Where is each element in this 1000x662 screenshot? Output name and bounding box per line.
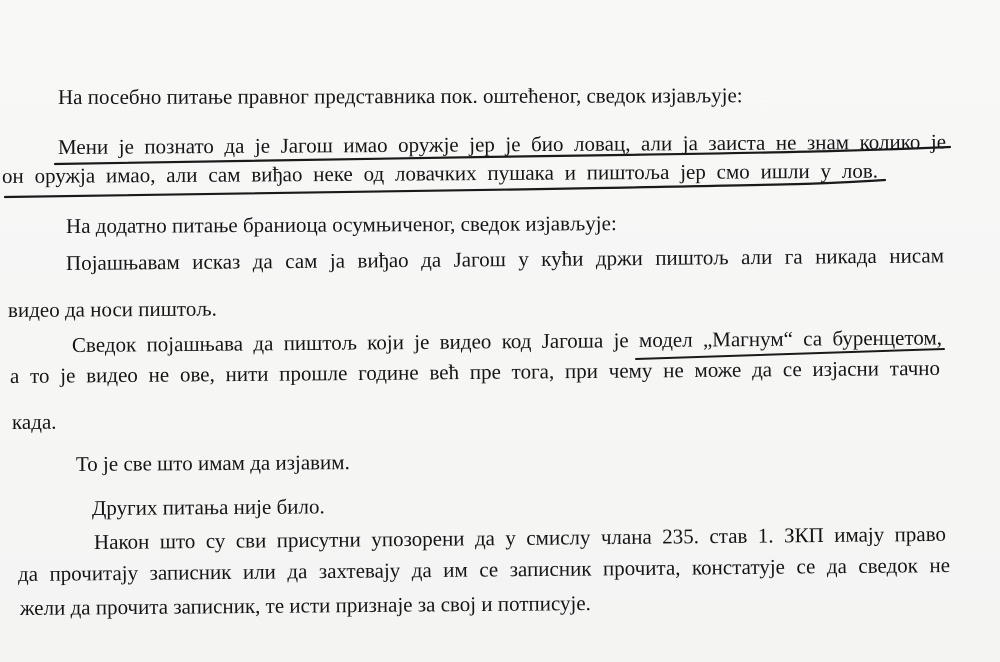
doc-line-7: Сведок појашњава да пиштољ који је видео код Јагоша је модел „Магнум“ са буренцетом, xyxy=(71,325,943,357)
doc-line-1: На посебно питање правног представника пок. оштећеног, сведок изјављује: xyxy=(57,83,743,109)
doc-line-3: он оружја имао, али сам виђао неке од ловачких пушака и пиштоља јер смо ишли у лов. xyxy=(1,158,879,188)
doc-line-12: Након што су сви присутни упозорени да у смислу члана 235. став 1. ЗКП имају право xyxy=(93,521,947,554)
doc-line-10: То је све што имам да изјавим. xyxy=(75,450,350,476)
doc-line-14: жели да прочита записник, те исти признаје за свој и потписује. xyxy=(19,591,591,620)
doc-line-2: Мени је познато да је Јагош имао оружје јер је био ловац, али ја заиста не знам колико је xyxy=(57,129,947,159)
doc-line-5: Појашњавам исказ да сам ја виђао да Јагош у кући држи пиштољ али га никада нисам xyxy=(65,243,945,275)
doc-line-9: када. xyxy=(11,409,57,434)
doc-line-6: видео да носи пиштољ. xyxy=(7,296,217,322)
doc-line-13: да прочитају записник или да захтевају да им се записник прочита, констатује се да сведок не xyxy=(17,553,951,586)
doc-line-4: На додатно питање браниоца осумњиченог, сведок изјављује: xyxy=(65,211,617,238)
doc-line-11: Других питања није било. xyxy=(91,494,325,520)
doc-line-8: а то је видео не ове, нити прошле године већ пре тога, при чему не може да се изјасни тачно xyxy=(9,355,941,388)
